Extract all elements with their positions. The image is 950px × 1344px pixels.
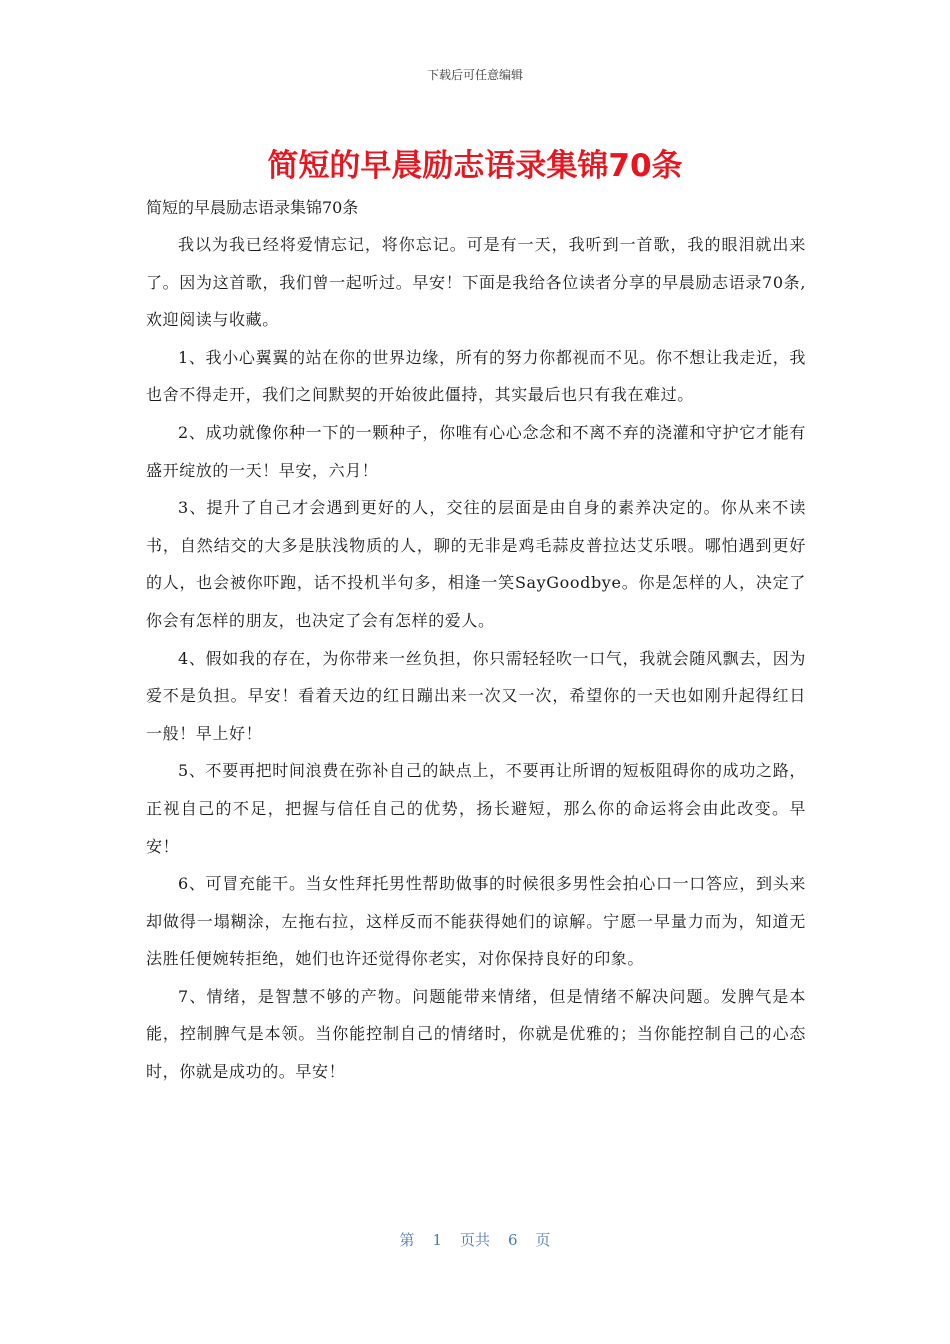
footer-mid: 页共 — [459, 1231, 490, 1249]
quote-paragraph-6: 6、可冒充能干。当女性拜托男性帮助做事的时候很多男性会拍心口一口答应，到头来却做得一塌糊涂，左拖右拉，这样反而不能获得她们的谅解。宁愿一早量力而为，知道无法胜任便婉转拒绝，她们也许还觉得你老实，对你保持良好的印象。 — [146, 874, 806, 969]
footer-suffix: 页 — [535, 1231, 551, 1249]
intro-paragraph: 我以为我已经将爱情忘记，将你忘记。可是有一天，我听到一首歌，我的眼泪就出来了。因为这首歌，我们曾一起听过。早安！下面是我给各位读者分享的早晨励志语录70条,欢迎阅读与收藏。 — [146, 235, 806, 330]
page-footer — [0, 1229, 950, 1250]
quote-paragraph-3: 3、提升了自己才会遇到更好的人，交往的层面是由自身的素养决定的。你从来不读书，自然结交的大多是肤浅物质的人，聊的无非是鸡毛蒜皮普拉达艾乐喂。哪怕遇到更好的人，也会被你吓跑，话不投机半句多，相逢一笑SayGoodbye。你是怎样的人，决定了你会有怎样的朋友，也决定了会有怎样的爱人。 — [146, 498, 806, 630]
footer-prefix: 第 — [399, 1231, 415, 1249]
quote-paragraph-5: 5、不要再把时间浪费在弥补自己的缺点上，不要再让所谓的短板阻碍你的成功之路，正视自己的不足，把握与信任自己的优势，扬长避短，那么你的命运将会由此改变。早安！ — [146, 761, 806, 856]
header-note: 下载后可任意编辑 — [426, 68, 523, 82]
quote-paragraph-1: 1、我小心翼翼的站在你的世界边缘，所有的努力你都视而不见。你不想让我走近，我也舍不得走开，我们之间默契的开始彼此僵持，其实最后也只有我在难过。 — [146, 347, 806, 405]
quote-paragraph-2: 2、成功就像你种一下的一颗种子，你唯有心心念念和不离不弃的浇灌和守护它才能有盛开绽放的一天！早安，六月！ — [146, 422, 806, 480]
document-subtitle: 简短的早晨励志语录集锦70条 — [146, 198, 359, 217]
quote-paragraph-4: 4、假如我的存在，为你带来一丝负担，你只需轻轻吹一口气，我就会随风飘去，因为爱不是负担。早安！看着天边的红日蹦出来一次又一次，希望你的一天也如刚升起得红日一般！早上好！ — [146, 648, 806, 743]
quote-paragraph-7: 7、情绪，是智慧不够的产物。问题能带来情绪，但是情绪不解决问题。发脾气是本能，控制脾气是本领。当你能控制自己的情绪时，你就是优雅的；当你能控制自己的心态时，你就是成功的。早安！ — [146, 986, 806, 1082]
footer-page-number: 1 — [432, 1231, 442, 1249]
document-body — [146, 226, 806, 1091]
document-title: 简短的早晨励志语录集锦70条 — [267, 148, 683, 184]
footer-page-total: 6 — [508, 1231, 518, 1249]
